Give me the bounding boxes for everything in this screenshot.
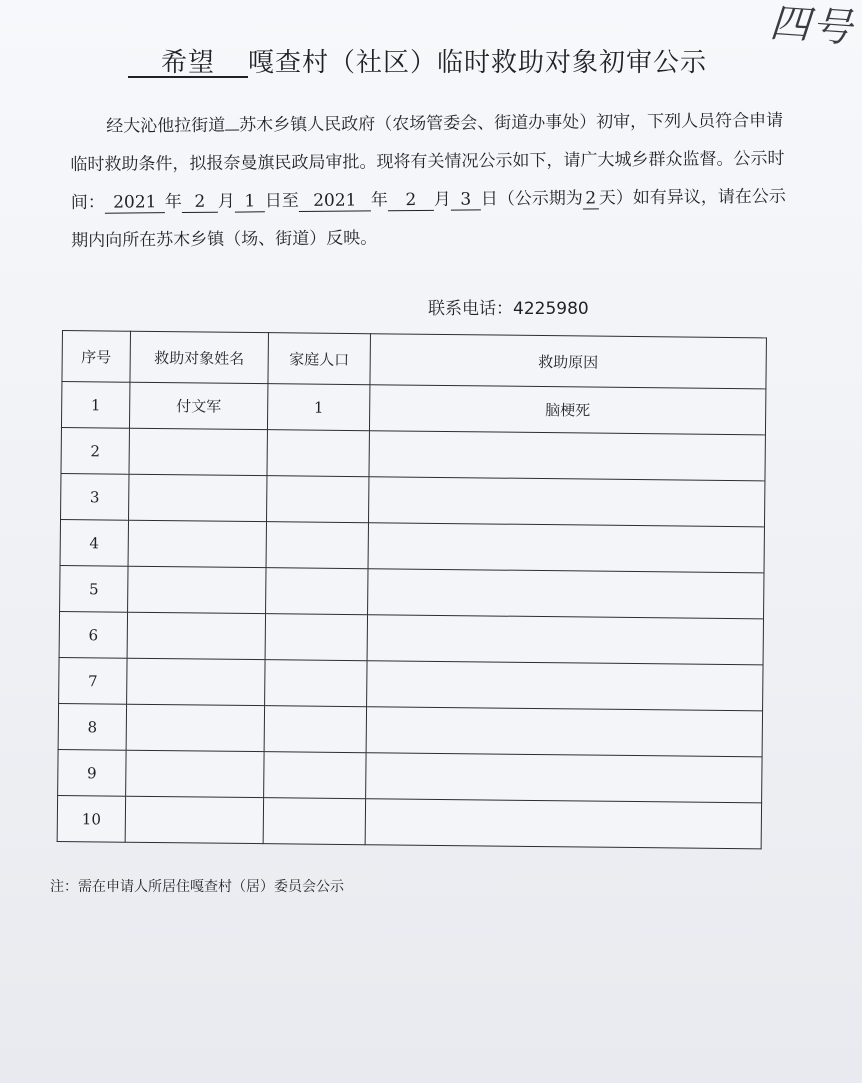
row-household bbox=[266, 522, 368, 569]
table-row bbox=[59, 611, 763, 664]
row-name: 付文军 bbox=[129, 382, 267, 429]
end-month: 2 bbox=[388, 190, 434, 211]
year-label-2: 年 bbox=[370, 190, 388, 211]
period-days: 2 bbox=[583, 188, 599, 209]
row-reason bbox=[365, 799, 761, 849]
contact-phone: 4225980 bbox=[513, 299, 589, 319]
village-name: 希望 bbox=[128, 50, 248, 78]
end-year: 2021 bbox=[299, 190, 371, 212]
day-to-label: 日至 bbox=[264, 191, 299, 212]
footnote: 注：需在申请人所居住嘎查村（居）委员会公示 bbox=[50, 879, 344, 895]
row-name bbox=[126, 704, 264, 751]
table-row bbox=[60, 519, 764, 572]
row-no: 4 bbox=[60, 519, 128, 566]
row-reason bbox=[366, 707, 762, 757]
recipients-table bbox=[57, 330, 767, 849]
row-name bbox=[126, 750, 264, 797]
row-household bbox=[266, 568, 368, 615]
row-household bbox=[265, 660, 367, 707]
header-no: 序号 bbox=[62, 331, 131, 383]
start-day: 1 bbox=[235, 191, 265, 212]
start-year: 2021 bbox=[105, 192, 165, 214]
recipients-table-wrapper bbox=[57, 330, 767, 849]
row-household bbox=[264, 752, 366, 799]
table-header-row bbox=[62, 331, 766, 389]
row-name bbox=[127, 612, 265, 659]
table-row bbox=[59, 657, 763, 710]
row-no: 3 bbox=[61, 473, 129, 520]
row-no: 1 bbox=[61, 382, 129, 429]
table-row bbox=[58, 703, 762, 756]
row-no: 2 bbox=[61, 427, 129, 474]
table-row bbox=[57, 795, 761, 848]
row-household: 1 bbox=[267, 384, 369, 431]
row-no: 10 bbox=[57, 795, 125, 842]
row-reason bbox=[367, 615, 763, 665]
header-reason: 救助原因 bbox=[370, 334, 767, 389]
row-no: 8 bbox=[58, 703, 126, 750]
start-month: 2 bbox=[182, 192, 218, 213]
row-reason bbox=[369, 431, 765, 481]
para-text-2: 苏木乡镇人民政府（农场管委会、街道办事处）初审，下列人员符合申请临时救助条件，拟报奈曼旗民政局审批。现将有关情况公示如下，请广大城乡群众监督。公示时间： bbox=[70, 110, 785, 213]
row-name bbox=[129, 428, 267, 475]
para-text-3: 天）如有异议，请在公示期内向所在苏木乡镇（场、街道）反映。 bbox=[71, 186, 786, 251]
street-blank bbox=[225, 130, 239, 131]
row-name bbox=[128, 520, 266, 567]
row-no: 9 bbox=[58, 749, 126, 796]
row-name bbox=[128, 566, 266, 613]
table-row bbox=[60, 565, 764, 618]
day-label: 日（公示期为 bbox=[480, 188, 583, 210]
row-household bbox=[267, 476, 369, 523]
row-name bbox=[127, 658, 265, 705]
table-row bbox=[61, 427, 765, 480]
table-row bbox=[58, 749, 762, 802]
row-reason bbox=[366, 753, 762, 803]
month-label-1: 月 bbox=[217, 191, 235, 212]
handwritten-annotation: 四号 bbox=[768, 0, 856, 52]
end-day: 3 bbox=[451, 189, 481, 210]
para-text-1: 经大沁他拉街道 bbox=[106, 115, 226, 137]
row-no: 6 bbox=[59, 611, 127, 658]
table-row bbox=[61, 473, 765, 526]
row-no: 5 bbox=[60, 565, 128, 612]
row-name bbox=[129, 474, 267, 521]
title-text: 嘎查村（社区）临时救助对象初审公示 bbox=[248, 48, 708, 78]
row-reason bbox=[368, 477, 764, 527]
row-reason bbox=[368, 569, 764, 619]
row-name bbox=[125, 796, 263, 843]
contact-line bbox=[428, 294, 589, 319]
row-reason bbox=[367, 661, 763, 711]
row-reason bbox=[368, 523, 764, 573]
page-title bbox=[128, 42, 828, 79]
row-household bbox=[267, 430, 369, 477]
month-label-2: 月 bbox=[433, 189, 451, 210]
row-household bbox=[265, 614, 367, 661]
row-reason: 脑梗死 bbox=[369, 385, 765, 435]
row-household bbox=[263, 798, 365, 845]
header-name: 救助对象姓名 bbox=[130, 331, 269, 383]
year-label-1: 年 bbox=[164, 192, 182, 213]
contact-label: 联系电话： bbox=[428, 299, 513, 319]
row-household bbox=[264, 706, 366, 753]
notice-paragraph bbox=[70, 102, 796, 260]
header-household: 家庭人口 bbox=[268, 333, 371, 385]
table-row bbox=[61, 382, 765, 435]
row-no: 7 bbox=[59, 657, 127, 704]
